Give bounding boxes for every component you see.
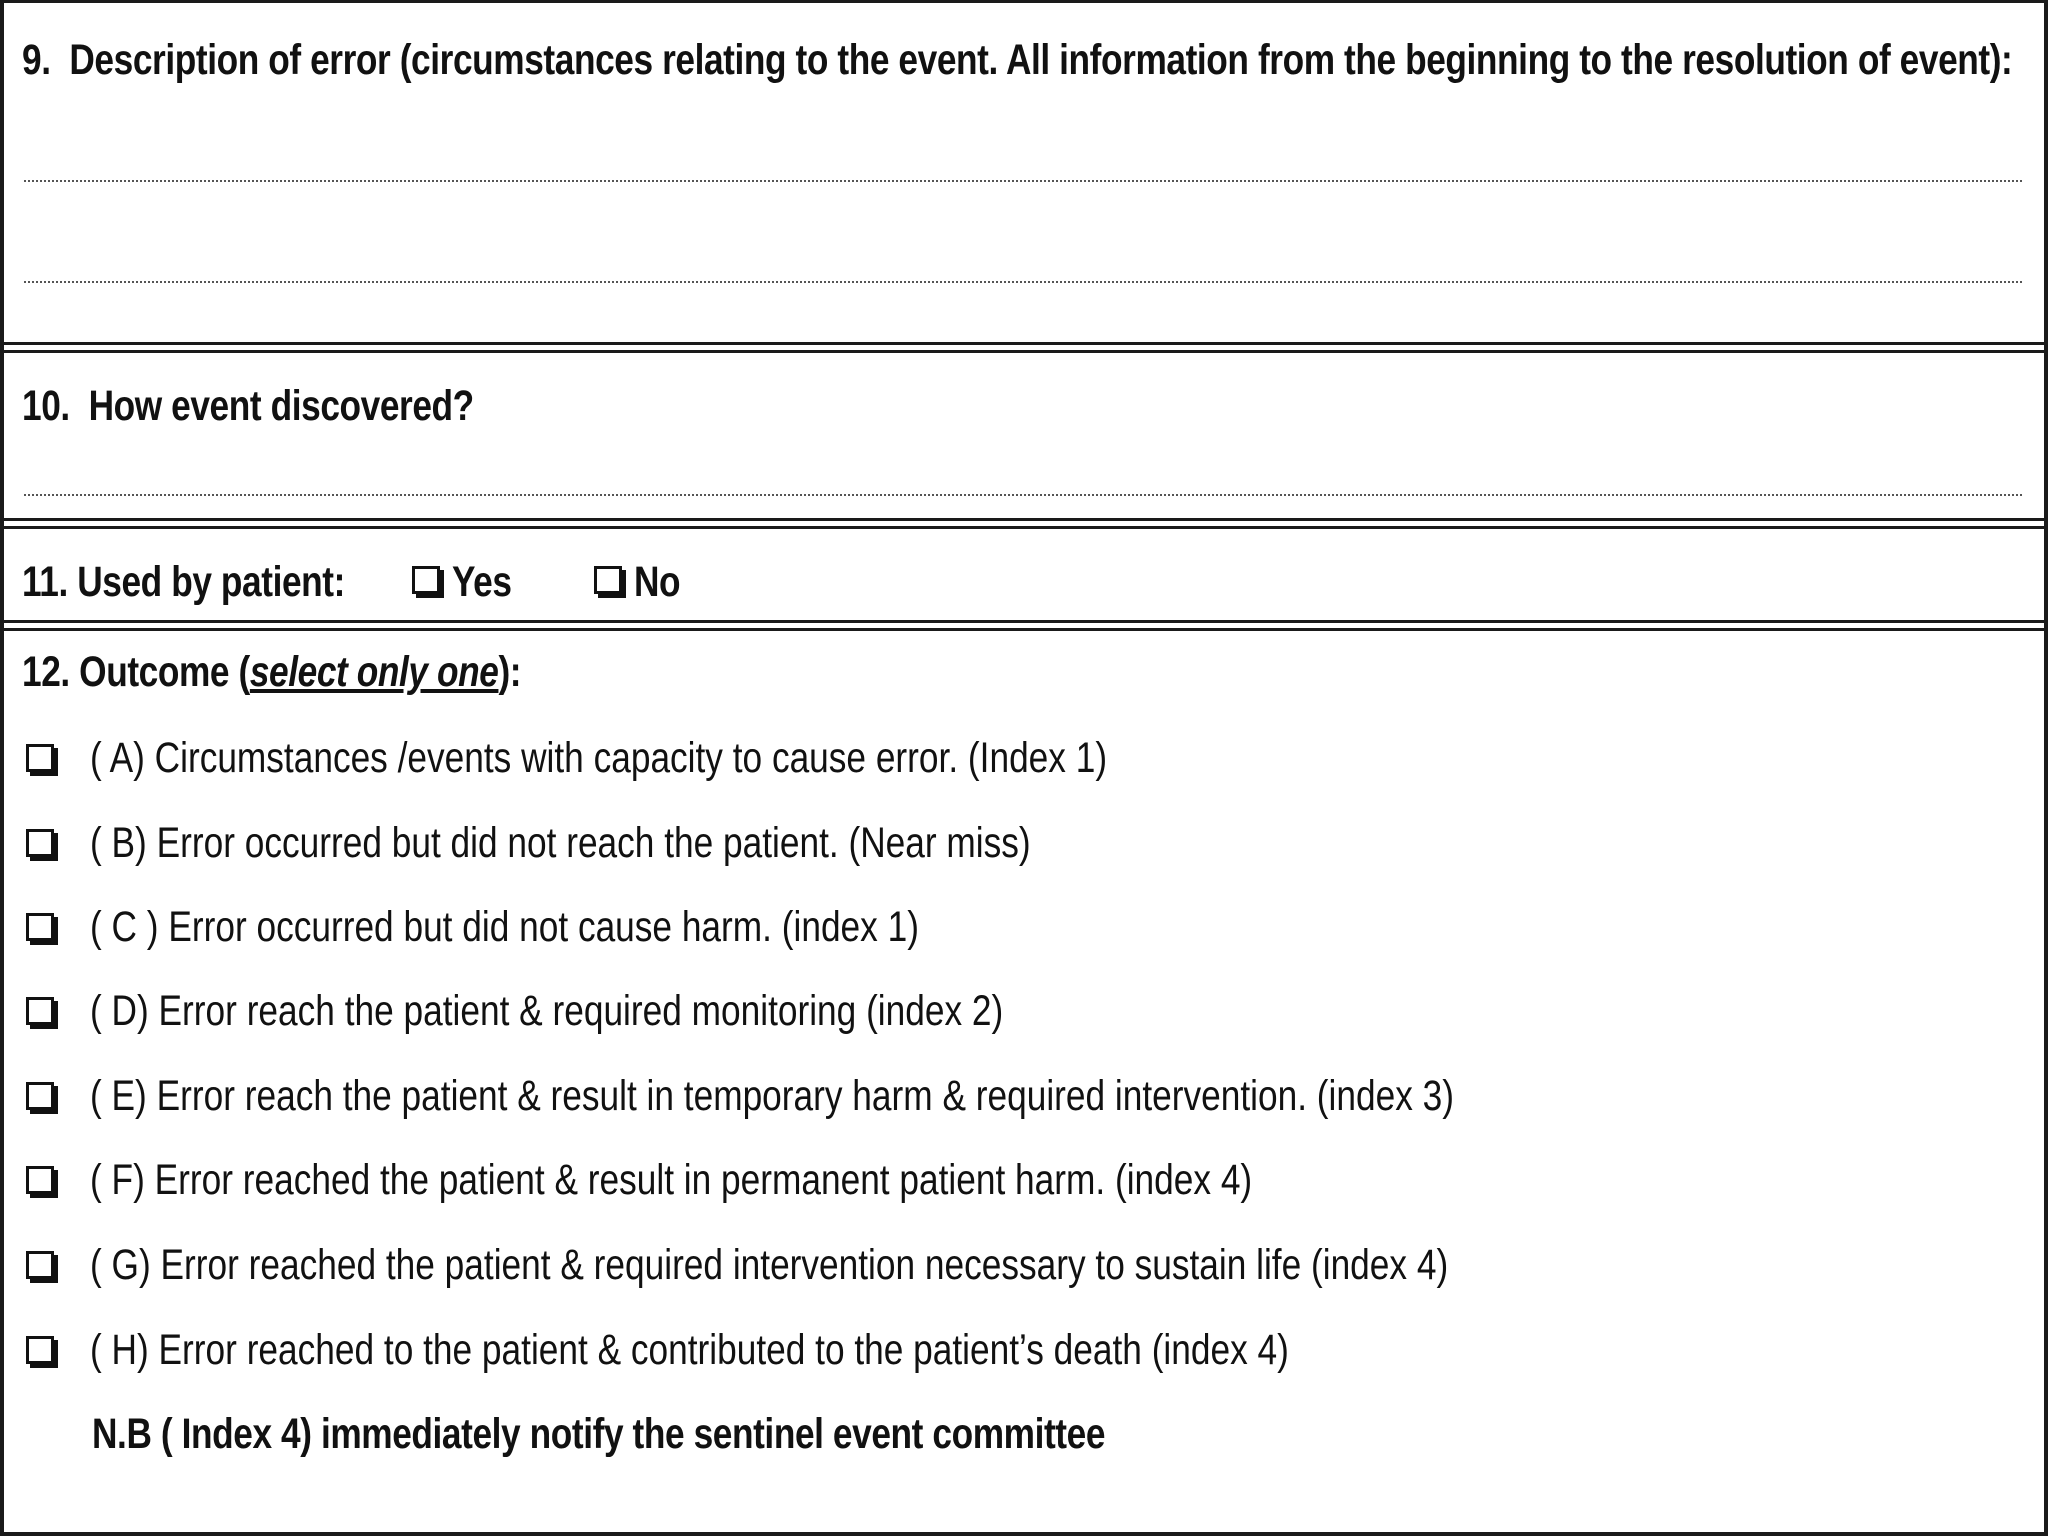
outcome-e-checkbox[interactable] [26, 1082, 54, 1110]
section-10 [0, 352, 2048, 520]
description-line-2[interactable] [24, 281, 2022, 283]
outcome-c-label: ( C ) Error occurred but did not cause harm. (index 1) [90, 903, 919, 951]
section-10-heading [22, 382, 474, 431]
outcome-c-checkbox[interactable] [26, 913, 54, 941]
outcome-g-checkbox[interactable] [26, 1251, 54, 1279]
outcome-h-label: ( H) Error reached to the patient & contributed to the patient’s death (index 4) [90, 1326, 1289, 1374]
outcome-a-label: ( A) Circumstances /events with capacity to cause error. (Index 1) [90, 734, 1108, 782]
section-9-number: 9. [22, 36, 51, 84]
section-12-title-emphasis: select only one [249, 648, 499, 696]
section-10-title: How event discovered? [88, 382, 474, 430]
yes-label: Yes [452, 558, 512, 606]
section-12-title-suffix: ): [498, 648, 522, 696]
outcome-b-checkbox[interactable] [26, 829, 54, 857]
section-9-heading [22, 36, 2012, 85]
no-label: No [634, 558, 681, 606]
section-12-title [22, 648, 521, 697]
section-11-label: 11. Used by patient: [22, 558, 345, 606]
section-9-title: Description of error (circumstances relating to the event. All information from the beginning to the resolution of event): [69, 36, 2013, 84]
section-11 [0, 528, 2048, 622]
outcome-a-checkbox[interactable] [26, 744, 54, 772]
outcome-b-label: ( B) Error occurred but did not reach the patient. (Near miss) [90, 819, 1031, 867]
sentinel-note: N.B ( Index 4) immediately notify the sentinel event committee [92, 1410, 1106, 1458]
yes-checkbox[interactable] [412, 566, 440, 594]
section-12 [0, 630, 2048, 1532]
section-9 [0, 0, 2048, 346]
outcome-h-checkbox[interactable] [26, 1336, 54, 1364]
outcome-d-label: ( D) Error reach the patient & required monitoring (index 2) [90, 987, 1004, 1035]
outcome-g-label: ( G) Error reached the patient & required intervention necessary to sustain life (index 4) [90, 1241, 1449, 1289]
outcome-d-checkbox[interactable] [26, 997, 54, 1025]
outcome-f-label: ( F) Error reached the patient & result in permanent patient harm. (index 4) [90, 1156, 1253, 1204]
section-10-number: 10. [22, 382, 70, 430]
discovery-line[interactable] [24, 494, 2022, 496]
outcome-e-label: ( E) Error reach the patient & result in temporary harm & required intervention. (index 3) [90, 1072, 1454, 1120]
description-line-1[interactable] [24, 180, 2022, 182]
no-checkbox[interactable] [594, 566, 622, 594]
section-12-title-prefix: 12. Outcome ( [22, 648, 250, 696]
outcome-f-checkbox[interactable] [26, 1166, 54, 1194]
